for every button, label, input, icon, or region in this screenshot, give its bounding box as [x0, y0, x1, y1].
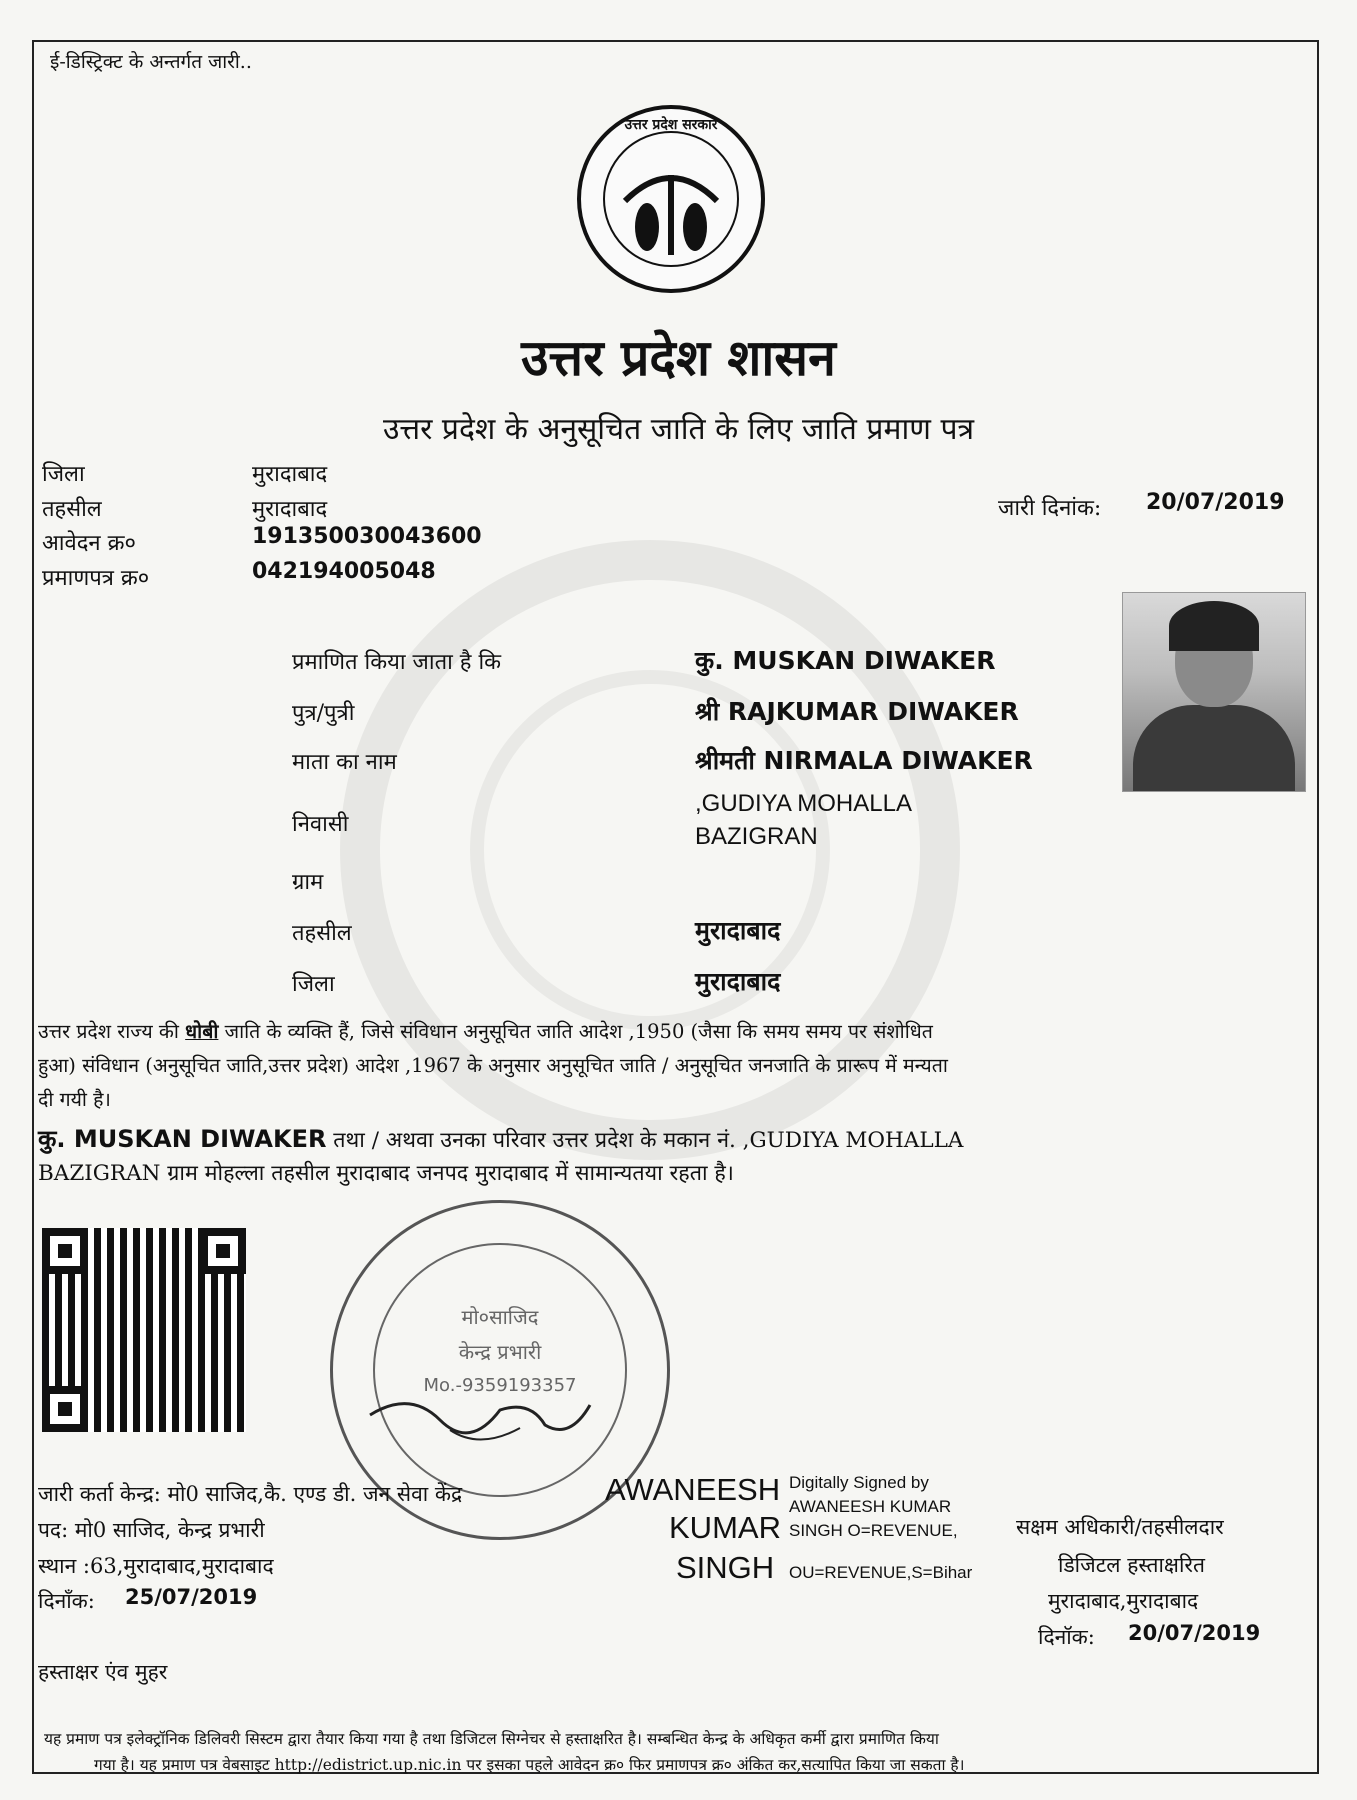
issuer-date-value: 25/07/2019: [125, 1585, 258, 1609]
signer-name-line-3: SINGH: [676, 1550, 775, 1585]
meta-certificate-label: प्रमाणपत्र क्र०: [42, 566, 150, 591]
certify-label: प्रमाणित किया जाता है कि: [292, 650, 502, 675]
stamp-line-2: केन्द्र प्रभारी: [458, 1340, 542, 1364]
resident-line-1: ,GUDIYA MOHALLA: [695, 790, 912, 817]
resident-line-2: BAZIGRAN: [695, 823, 818, 850]
digital-signature-info-1: Digitally Signed by: [789, 1473, 929, 1492]
meta-tehsil-value: मुरादाबाद: [252, 497, 328, 522]
meta-application-value: 191350030043600: [252, 524, 482, 549]
applicant-photo: [1122, 592, 1306, 792]
digital-signature-info-2: AWANEESH KUMAR: [789, 1497, 952, 1516]
detail-tehsil-value: मुरादाबाद: [695, 916, 781, 945]
footer-note-line-1: यह प्रमाण पत्र इलेक्ट्रॉनिक डिलिवरी सिस्टम द्वारा तैयार किया गया है तथा डिजिटल सिग्नेचर से हस्ताक्षरित है। सम्बन्धित केन्द्र के अधिकृत कर्मी द्वारा प्रमाणित किया: [44, 1730, 939, 1748]
caste-name: धोबी: [185, 1020, 219, 1043]
resident-label: निवासी: [292, 812, 349, 837]
issuer-post: पद: मो0 साजिद, केन्द्र प्रभारी: [38, 1518, 265, 1542]
meta-certificate-value: 042194005048: [252, 559, 436, 584]
signer-name-line-1: AWANEESH: [605, 1472, 781, 1507]
body-paragraph-line-1: उत्तर प्रदेश राज्य की धोबी जाति के व्यक्ति हैं, जिसे संविधान अनुसूचित जाति आदेश ,1950 (जैसा कि समय समय पर संशोधित: [38, 1020, 933, 1043]
signer-name-line-2: KUMAR: [669, 1510, 781, 1545]
mother-value: श्रीमती NIRMALA DIWAKER: [695, 746, 1033, 775]
village-label: ग्राम: [292, 870, 324, 895]
emblem-text: उत्तर प्रदेश सरकार: [624, 117, 718, 133]
authority-title: सक्षम अधिकारी/तहसीलदार: [1016, 1515, 1224, 1539]
meta-tehsil-label: तहसील: [42, 497, 102, 522]
issue-date-value: 20/07/2019: [1146, 490, 1285, 515]
child-of-value: श्री RAJKUMAR DIWAKER: [695, 697, 1019, 726]
state-emblem: [577, 105, 765, 293]
body-paragraph-line-2: हुआ) संविधान (अनुसूचित जाति,उत्तर प्रदेश) आदेश ,1967 के अनुसार अनुसूचित जाति / अनुसूचित जनजाति के प्रारूप में मन्यता: [38, 1054, 948, 1077]
body-paragraph-line-3: दी गयी है।: [38, 1088, 111, 1111]
detail-district-value: मुरादाबाद: [695, 967, 781, 996]
digital-signature-info-3: SINGH O=REVENUE,: [789, 1521, 958, 1540]
residence-line-2: BAZIGRAN ग्राम मोहल्ला तहसील मुरादाबाद जनपद मुरादाबाद में सामान्यतया रहता है।: [38, 1161, 734, 1186]
authority-date-value: 20/07/2019: [1128, 1621, 1261, 1645]
issuer-date-label: दिनाँक:: [38, 1589, 95, 1613]
meta-application-label: आवेदन क्र०: [42, 531, 136, 556]
issuing-center: जारी कर्ता केन्द्र: मो0 साजिद,कै. एण्ड डी. जन सेवा केंद्र: [38, 1482, 463, 1506]
stamp-line-1: मो०साजिद: [461, 1305, 539, 1329]
issued-under-note: ई-डिस्ट्रिक्ट के अन्तर्गत जारी..: [50, 51, 252, 73]
mother-label: माता का नाम: [292, 750, 397, 775]
footer-note-line-2: गया है। यह प्रमाण पत्र वेबसाइट http://edistrict.up.nic.in पर इसका पहले आवेदन क्र० फिर प्रमाणपत्र क्र० अंकित कर,सत्यापित किया जा सकता है।: [94, 1756, 965, 1774]
residence-line-1: कु. MUSKAN DIWAKER तथा / अथवा उनका परिवार उत्तर प्रदेश के मकान नं. ,GUDIYA MOHALLA: [38, 1125, 964, 1153]
signature-and-seal-label: हस्ताक्षर एंव मुहर: [38, 1660, 168, 1684]
issuer-place: स्थान :63,मुरादाबाद,मुरादाबाद: [38, 1554, 274, 1578]
stamp-line-3: Mo.-9359193357: [423, 1375, 577, 1396]
authority-digitally-signed: डिजिटल हस्ताक्षरित: [1058, 1553, 1205, 1577]
page-title: उत्तर प्रदेश शासन: [521, 328, 836, 387]
authority-date-label: दिनॉक:: [1038, 1625, 1095, 1649]
meta-district-value: मुरादाबाद: [252, 462, 328, 487]
detail-district-label: जिला: [292, 972, 335, 997]
page-subtitle: उत्तर प्रदेश के अनुसूचित जाति के लिए जाति प्रमाण पत्र: [382, 412, 975, 447]
issue-date-label: जारी दिनांक:: [998, 496, 1102, 521]
meta-district-label: जिला: [42, 462, 85, 487]
child-of-label: पुत्र/पुत्री: [292, 701, 355, 726]
digital-signature-info-4: OU=REVENUE,S=Bihar: [789, 1563, 973, 1582]
verification-qr-code: [42, 1228, 246, 1432]
certify-value: कु. MUSKAN DIWAKER: [695, 646, 996, 675]
residence-applicant-name: कु. MUSKAN DIWAKER: [38, 1125, 327, 1153]
authority-place: मुरादाबाद,मुरादाबाद: [1048, 1589, 1199, 1613]
emblem-bow-fish-icon: [577, 105, 765, 293]
detail-tehsil-label: तहसील: [292, 921, 352, 946]
